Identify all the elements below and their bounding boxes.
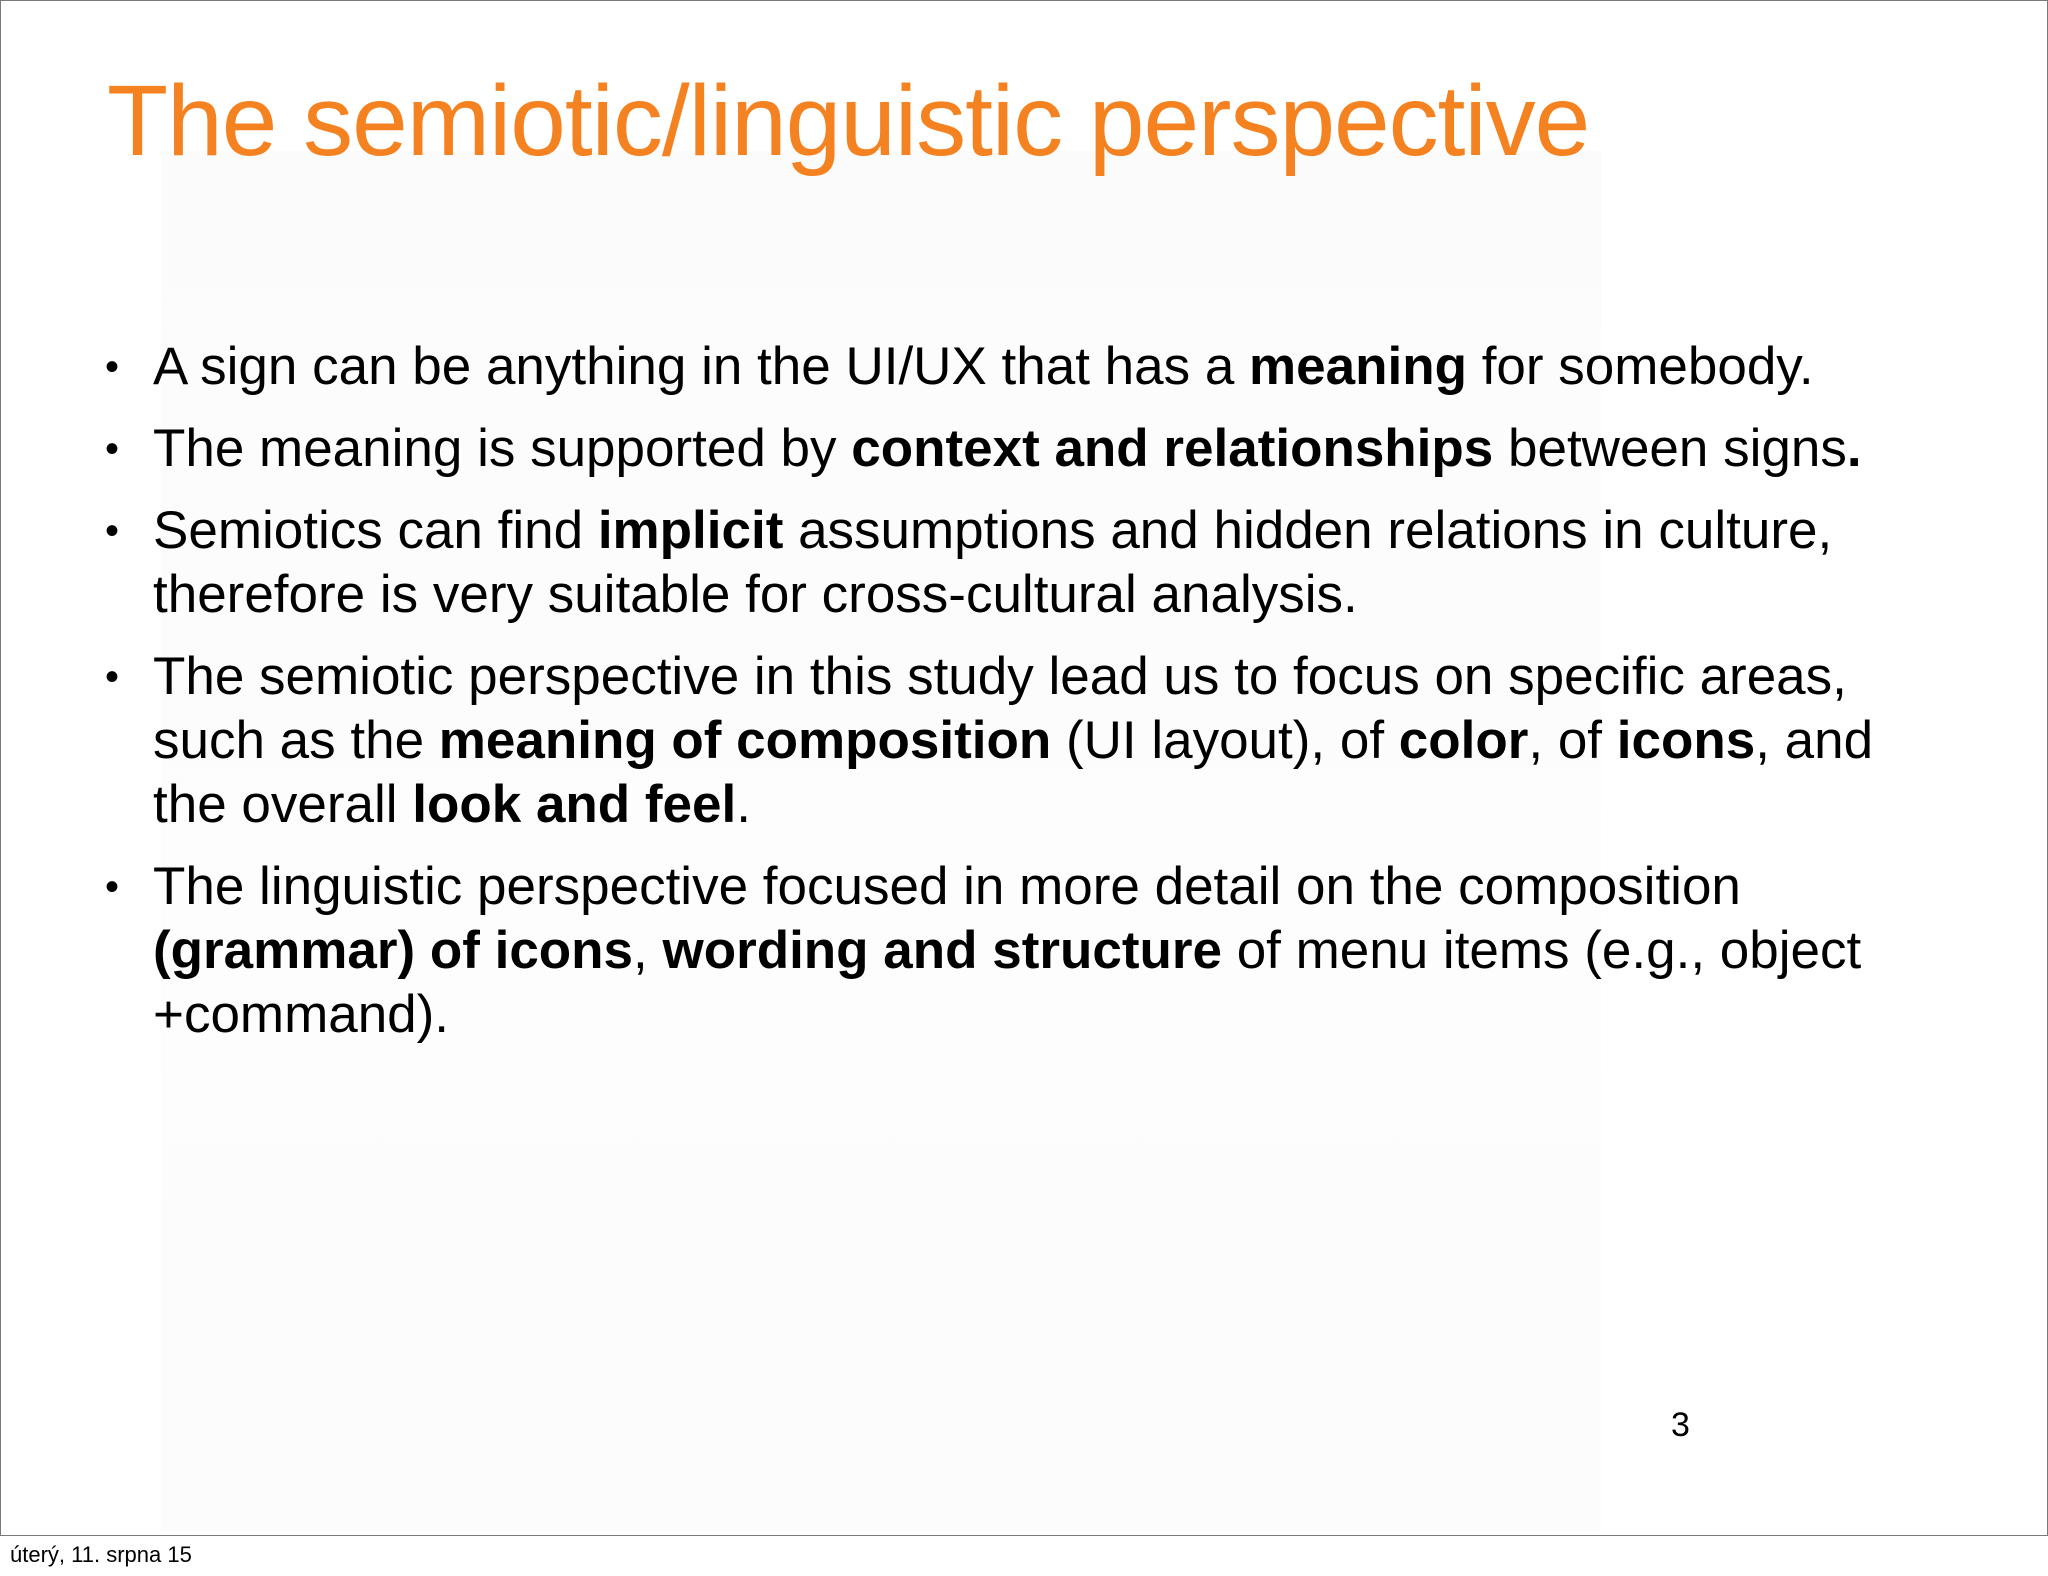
bullet-text: of menu items (e.g., object +command). bbox=[153, 921, 1862, 1044]
slide-title: The semiotic/linguistic perspective bbox=[107, 65, 1590, 177]
bullet-dot-icon: • bbox=[105, 345, 120, 389]
bullet-text: , and the overall bbox=[153, 711, 1874, 834]
bullet-text-bold: context and relationships bbox=[851, 419, 1494, 478]
bullet-text-bold: icons bbox=[1616, 711, 1756, 770]
bullet-item bbox=[97, 335, 1947, 399]
bullet-text-bold: (grammar) of icons bbox=[153, 921, 634, 980]
bullet-text: between signs bbox=[1493, 419, 1847, 478]
bullet-item bbox=[97, 645, 1947, 837]
bullet-text: The linguistic perspective focused in more detail on the composition bbox=[153, 857, 1741, 916]
bullet-item bbox=[97, 855, 1947, 1047]
bullet-item bbox=[97, 499, 1947, 627]
bullet-text-bold: wording and structure bbox=[662, 921, 1222, 980]
bullet-text: A sign can be anything in the UI/UX that has a bbox=[153, 337, 1250, 396]
bullet-text: for somebody. bbox=[1466, 337, 1814, 396]
bullet-text-bold: . bbox=[1846, 419, 1862, 478]
bullet-text: Semiotics can find bbox=[153, 501, 598, 560]
bullet-dot-icon: • bbox=[105, 865, 120, 909]
bullet-text-bold: meaning of composition bbox=[438, 711, 1052, 770]
footer-date: úterý, 11. srpna 15 bbox=[10, 1542, 192, 1567]
bullet-text: The meaning is supported by bbox=[153, 419, 852, 478]
bullet-dot-icon: • bbox=[105, 427, 120, 471]
bullet-item bbox=[97, 417, 1947, 481]
bullet-text-bold: look and feel bbox=[412, 775, 737, 834]
bullet-text: , of bbox=[1528, 711, 1617, 770]
bullet-text: The semiotic perspective in this study lead us to focus on specific areas, such as the bbox=[153, 647, 1847, 770]
bullet-list bbox=[97, 335, 1947, 1065]
bullet-text: , bbox=[633, 921, 663, 980]
page-number: 3 bbox=[1671, 1406, 1690, 1444]
bullet-text-bold: color bbox=[1398, 711, 1529, 770]
bullet-text-bold: meaning bbox=[1249, 337, 1467, 396]
bullet-text: (UI layout), of bbox=[1051, 711, 1399, 770]
bullet-dot-icon: • bbox=[105, 655, 120, 699]
bullet-text-bold: implicit bbox=[597, 501, 784, 560]
bullet-text: . bbox=[736, 775, 751, 834]
bullet-dot-icon: • bbox=[105, 509, 120, 553]
bullet-text: assumptions and hidden relations in culture, therefore is very suitable for cross-cultural analysis. bbox=[153, 501, 1833, 624]
